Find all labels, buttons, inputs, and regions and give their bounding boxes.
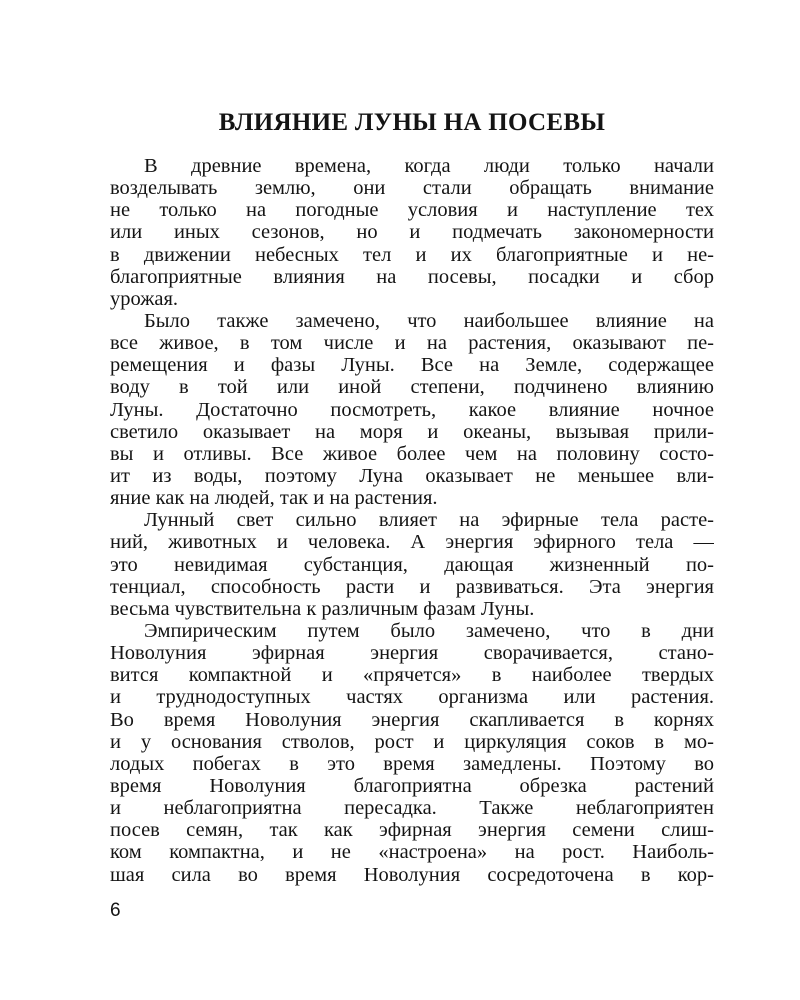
paragraph-4-line-5: Во время Новолуния энергия скапливается в корнях bbox=[110, 708, 714, 731]
paragraph-2-line-8: ит из воды, поэтому Луна оказывает не меньшее вли- bbox=[110, 464, 714, 487]
page-title: ВЛИЯНИЕ ЛУНЫ НА ПОСЕВЫ bbox=[218, 109, 606, 136]
paragraph-4-line-6: и у основания стволов, рост и циркуляция соков в мо- bbox=[110, 730, 714, 753]
page-number: 6 bbox=[110, 900, 121, 921]
paragraph-2-line-6: светило оказывает на моря и океаны, вызывая прили- bbox=[110, 420, 714, 443]
paragraph-3-line-2: ний, животных и человека. А энергия эфирного тела — bbox=[110, 531, 714, 554]
body-text bbox=[110, 155, 714, 886]
paragraph-3-line-3: это невидимая субстанция, дающая жизненный по- bbox=[110, 553, 714, 576]
paragraph-2-line-2: все живое, в том числе и на растения, оказывают пе- bbox=[110, 332, 714, 355]
paragraph-4-line-1: Эмпирическим путем было замечено, что в дни bbox=[144, 619, 714, 642]
paragraph-4-line-12: шая сила во время Новолуния сосредоточена в кор- bbox=[110, 863, 714, 886]
paragraph-4-line-4: и труднодоступных частях организма или растения. bbox=[110, 686, 714, 709]
paragraph-3-line-4: тенциал, способность расти и развиваться. Эта энергия bbox=[110, 575, 714, 598]
paragraph-2-line-7: вы и отливы. Все живое более чем на половину состо- bbox=[110, 442, 714, 465]
paragraph-2-line-4: воду в той или иной степени, подчинено влиянию bbox=[110, 376, 714, 399]
paragraph-1-line-1: В древние времена, когда люди только начали bbox=[144, 155, 714, 177]
paragraph-4-line-2: Новолуния эфирная энергия сворачивается, стано- bbox=[110, 642, 714, 665]
paragraph-1-line-7: урожая. bbox=[110, 287, 179, 310]
paragraph-2-line-3: ремещения и фазы Луны. Все на Земле, содержащее bbox=[110, 354, 714, 377]
paragraph-2-line-9: яние как на людей, так и на растения. bbox=[110, 487, 438, 510]
paragraph-3-line-5: весьма чувствительна к различным фазам Луны. bbox=[110, 597, 535, 620]
paragraph-1-line-3: не только на погодные условия и наступление тех bbox=[110, 199, 714, 222]
paragraph-3-line-1: Лунный свет сильно влияет на эфирные тела расте- bbox=[144, 509, 714, 532]
paragraph-2-line-1: Было также замечено, что наибольшее влияние на bbox=[144, 309, 714, 332]
paragraph-4-line-9: и неблагоприятна пересадка. Также неблагоприятен bbox=[110, 797, 714, 820]
paragraph-4-line-3: вится компактной и «прячется» в наиболее твердых bbox=[110, 664, 714, 687]
paragraph-1-line-2: возделывать землю, они стали обращать внимание bbox=[110, 177, 714, 200]
paragraph-1-line-6: благоприятные влияния на посевы, посадки и сбор bbox=[110, 265, 714, 288]
paragraph-4-line-7: лодых побегах в это время замедлены. Поэтому во bbox=[110, 752, 714, 775]
paragraph-4-line-11: ком компактна, и не «настроена» на рост. Наиболь- bbox=[110, 841, 714, 864]
paragraph-1-line-5: в движении небесных тел и их благоприятные и не- bbox=[110, 243, 714, 266]
paragraph-2-line-5: Луны. Достаточно посмотреть, какое влияние ночное bbox=[110, 398, 714, 421]
paragraph-4-line-8: время Новолуния благоприятна обрезка растений bbox=[110, 774, 714, 797]
paragraph-1-line-4: или иных сезонов, но и подмечать закономерности bbox=[110, 221, 714, 244]
paragraph-4-line-10: посев семян, так как эфирная энергия семени слиш- bbox=[110, 819, 714, 842]
